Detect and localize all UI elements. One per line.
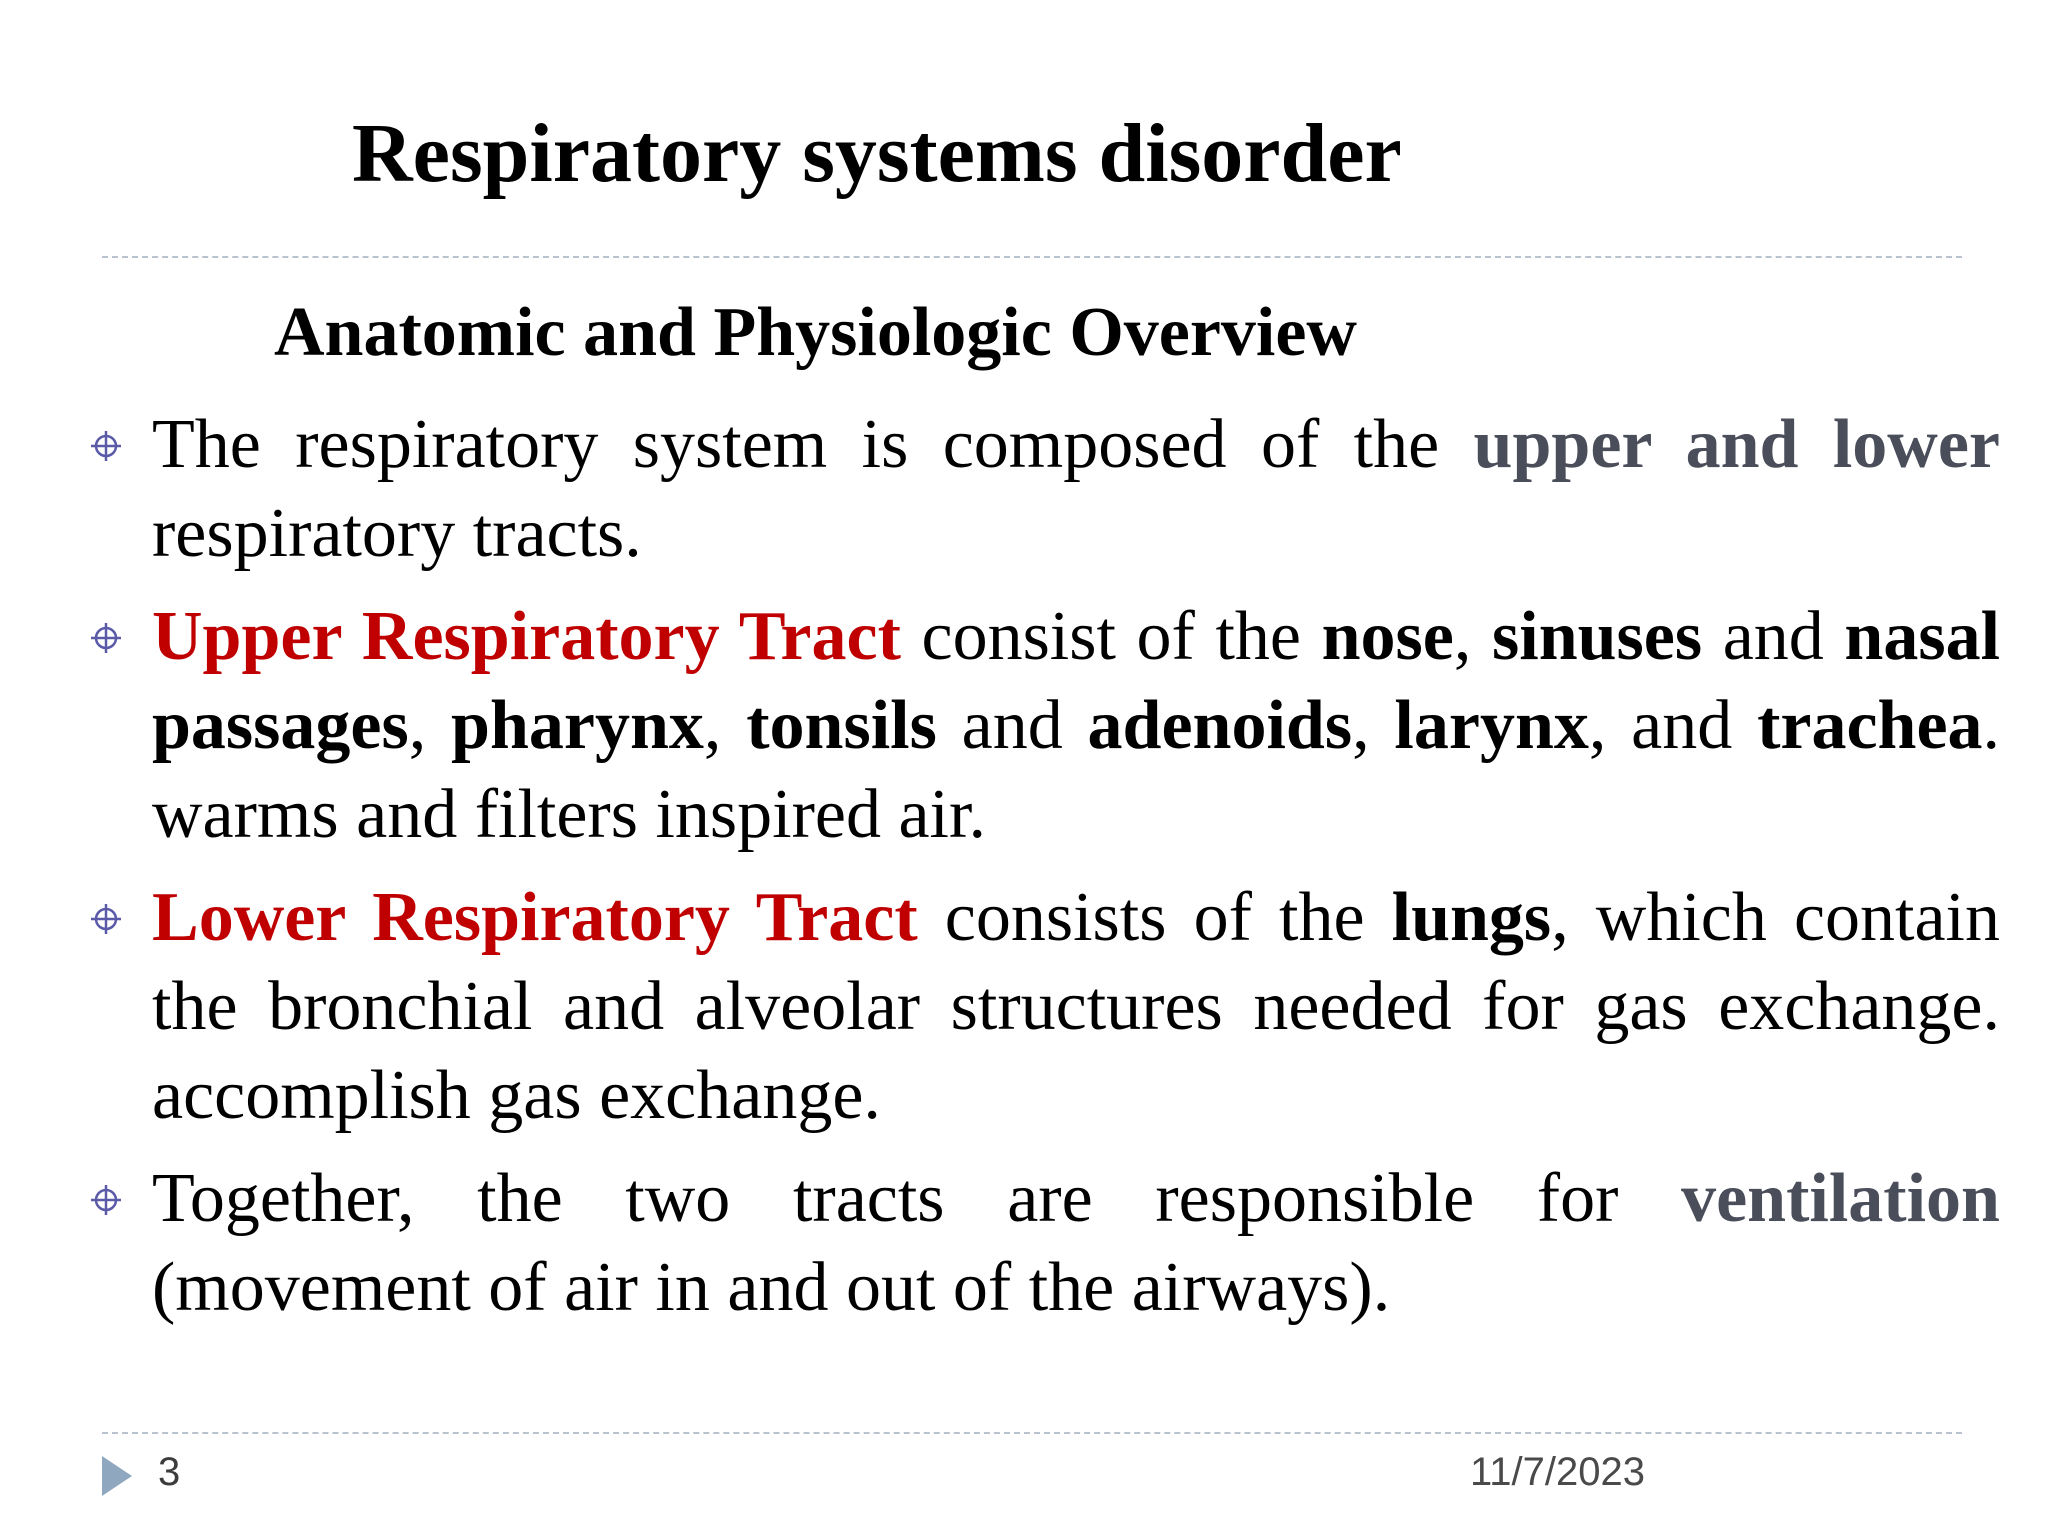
bottom-divider: [102, 1432, 1962, 1434]
term-adenoids: adenoids: [1087, 687, 1353, 764]
top-divider: [102, 256, 1962, 258]
text-segment: and: [1702, 598, 1845, 675]
text-segment: consist of the: [900, 598, 1322, 675]
bullet-text: [152, 879, 2000, 1134]
target-cross-icon: [90, 1184, 122, 1216]
term-tonsils: tonsils: [746, 687, 937, 764]
text-segment: ,: [703, 687, 747, 764]
slide-title: Respiratory systems disorder: [352, 107, 1402, 200]
slide-date: 11/7/2023: [1470, 1450, 1645, 1494]
target-cross-icon: [90, 622, 122, 654]
text-segment: Together, the two tracts are responsible for: [152, 1160, 1682, 1237]
text-segment: ,: [1352, 687, 1395, 764]
term-sinuses: sinuses: [1492, 598, 1703, 675]
term-larynx: larynx: [1394, 687, 1589, 764]
bullet-item: [90, 400, 2000, 578]
bullet-item: [90, 873, 2000, 1140]
term-upper-respiratory-tract: Upper Respiratory Tract: [152, 598, 901, 675]
term-pharynx: pharynx: [451, 687, 704, 764]
text-segment: ,: [1453, 598, 1492, 675]
text-segment: and: [936, 687, 1088, 764]
bullet-text: [152, 1160, 2000, 1326]
term-nose: nose: [1321, 598, 1454, 675]
bullet-text: [152, 406, 2000, 572]
text-segment: (movement of air in and out of the airways).: [152, 1249, 1391, 1326]
bullet-list: [90, 400, 2000, 1346]
term-trachea: trachea: [1757, 687, 1983, 764]
page-number: 3: [158, 1450, 181, 1494]
term-lower-respiratory-tract: Lower Respiratory Tract: [152, 879, 918, 956]
text-segment: respiratory tracts.: [152, 495, 642, 572]
text-segment: ,: [408, 687, 452, 764]
bullet-item: [90, 1154, 2000, 1332]
target-cross-icon: [90, 430, 122, 462]
text-segment: consists of the: [917, 879, 1392, 956]
emphasis-upper-lower: upper and lower: [1473, 406, 2000, 483]
target-cross-icon: [90, 903, 122, 935]
text-segment: , which contain the bronchial and alveolar structures needed for gas exchange. accomplish gas exchange.: [152, 879, 2000, 1134]
text-segment: . warms and filters inspired air.: [152, 687, 2001, 853]
term-ventilation: ventilation: [1681, 1160, 2000, 1237]
bullet-text: [152, 598, 2000, 853]
term-lungs: lungs: [1391, 879, 1552, 956]
term-nasal-passages: nasal passages: [152, 598, 2001, 764]
slide-subtitle: Anatomic and Physiologic Overview: [274, 294, 1357, 371]
bullet-item: [90, 592, 2000, 859]
text-segment: , and: [1588, 687, 1758, 764]
play-triangle-icon: [102, 1456, 132, 1496]
text-segment: The respiratory system is composed of the: [152, 406, 1474, 483]
